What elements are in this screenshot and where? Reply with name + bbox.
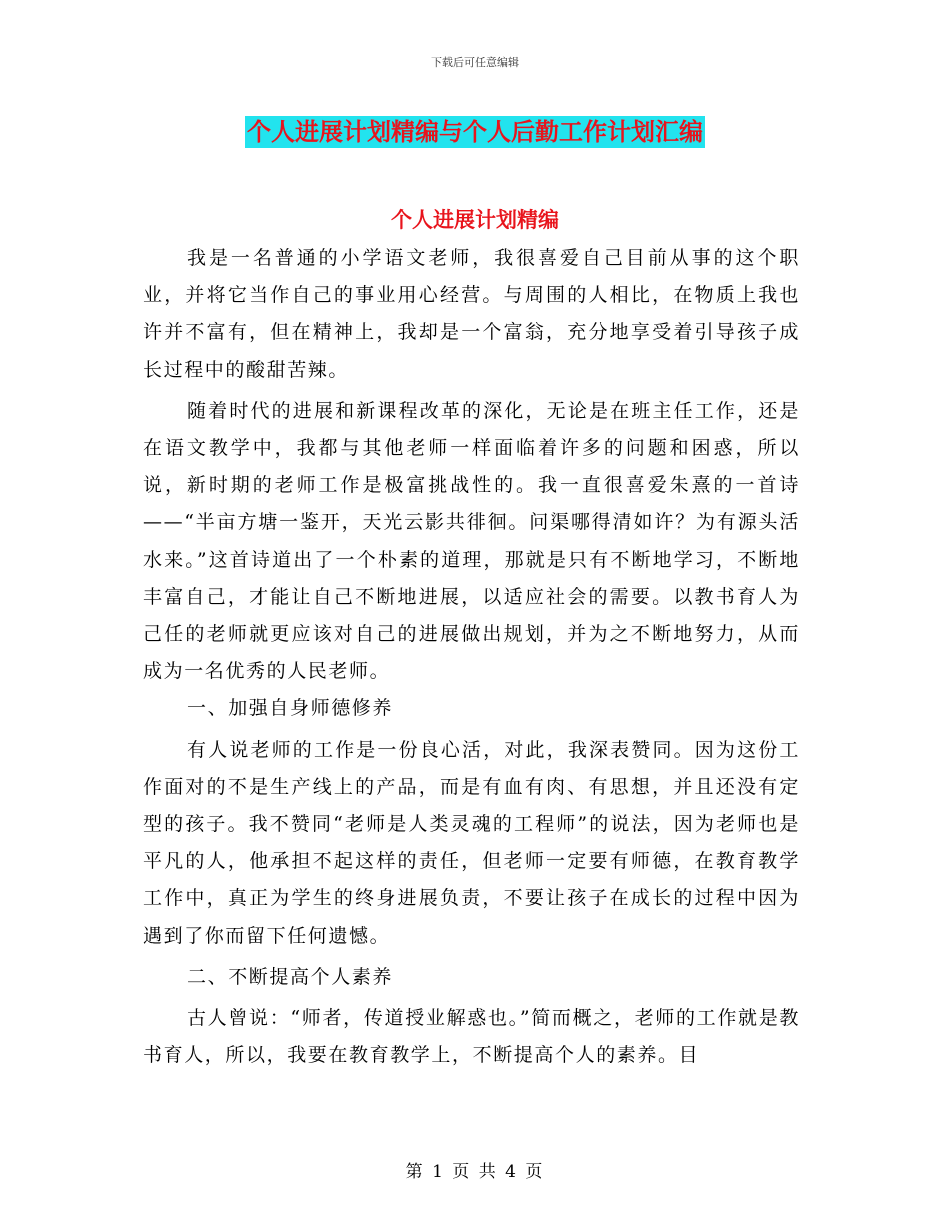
header-note: 下载后可任意编辑 <box>431 56 519 69</box>
section-heading: 一、加强自身师德修养 <box>187 697 394 720</box>
document-title-text: 个人进展计划精编与个人后勤工作计划汇编 <box>247 118 703 146</box>
section-title: 个人进展计划精编 <box>391 208 559 232</box>
page-footer: 第 1 页 共 4 页 <box>405 1162 545 1182</box>
document-title <box>0 112 950 147</box>
paragraph: 古人曾说：“师者，传道授业解惑也。”简而概之，老师的工作就是教书育人，所以，我要在教育教学上，不断提高个人的素养。目 <box>143 1007 800 1067</box>
paragraph: 我是一名普通的小学语文老师，我很喜爱自己目前从事的这个职业，并将它当作自己的事业用心经营。与周围的人相比，在物质上我也许并不富有，但在精神上，我却是一个富翁，充分地享受着引导孩子成长过程中的酸甜苦辣。 <box>143 247 800 381</box>
paragraph: 随着时代的进展和新课程改革的深化，无论是在班主任工作，还是在语文教学中，我都与其他老师一样面临着许多的问题和困惑，所以说，新时期的老师工作是极富挑战性的。我一直很喜爱朱熹的一首诗——“半亩方塘一鉴开，天光云影共徘徊。问渠哪得清如许？为有源头活水来。”这首诗道出了一个朴素的道理，那就是只有不断地学习，不断地丰富自己，才能让自己不断地进展，以适应社会的需要。以教书育人为己任的老师就更应该对自己的进展做出规划，并为之不断地努力，从而成为一名优秀的人民老师。 <box>143 399 800 683</box>
body-text <box>143 240 800 1074</box>
section-heading: 二、不断提高个人素养 <box>187 965 394 988</box>
paragraph: 有人说老师的工作是一份良心活，对此，我深表赞同。因为这份工作面对的不是生产线上的产品，而是有血有肉、有思想，并且还没有定型的孩子。我不赞同“老师是人类灵魂的工程师”的说法，因为老师也是平凡的人，他承担不起这样的责任，但老师一定要有师德，在教育教学工作中，真正为学生的终身进展负责，不要让孩子在成长的过程中因为遇到了你而留下任何遗憾。 <box>143 738 800 947</box>
